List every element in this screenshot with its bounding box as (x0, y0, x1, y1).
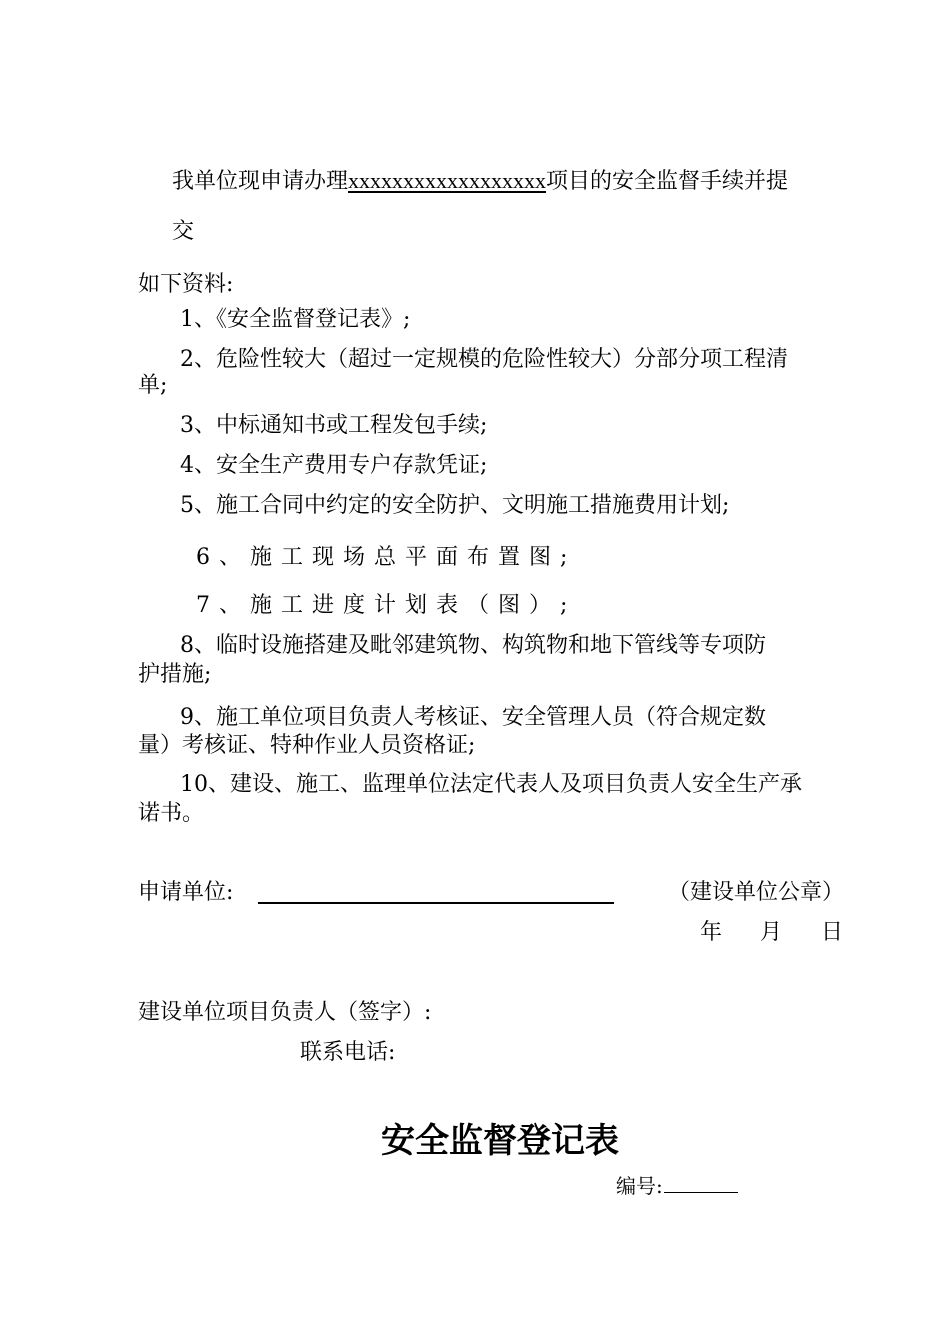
list-item-10-line-2: 诺书。 (138, 801, 205, 826)
project-manager-label: 建设单位项目负责人（签字）: (138, 1000, 432, 1025)
seal-label: （建设单位公章） (668, 880, 845, 905)
intro-text-end: 项目的安全监督手续并提 (546, 169, 789, 194)
list-item-8-line-1: 8、临时设施搭建及毗邻建筑物、构筑物和地下管线等专项防 (180, 633, 766, 658)
phone-label: 联系电话: (300, 1040, 396, 1065)
list-item-4: 4、安全生产费用专户存款凭证; (180, 453, 488, 478)
list-item-2-line-2: 单; (138, 373, 168, 398)
list-item-6: 6、施工现场总平面布置图; (196, 545, 577, 570)
date-year: 年 (700, 920, 723, 945)
list-item-5: 5、施工合同中约定的安全防护、文明施工措施费用计划; (180, 493, 730, 518)
list-item-3: 3、中标通知书或工程发包手续; (180, 413, 488, 438)
list-item-7: 7、施工进度计划表（图）; (196, 593, 577, 618)
intro-text-start: 我单位现申请办理 (172, 169, 349, 194)
form-number-field-line (664, 1192, 738, 1193)
intro-line-1 (172, 168, 788, 195)
date-day: 日 (821, 920, 844, 945)
list-item-9-line-2: 量）考核证、特种作业人员资格证; (138, 733, 476, 758)
list-item-2-line-1: 2、危险性较大（超过一定规模的危险性较大）分部分项工程清 (180, 347, 788, 372)
intro-line-2: 交 (172, 219, 195, 244)
project-name: xxxxxxxxxxxxxxxxxx (348, 168, 547, 193)
list-item-8-line-2: 护措施; (138, 662, 212, 687)
list-item-1: 1、《安全监督登记表》; (180, 307, 411, 332)
applicant-label: 申请单位: (138, 880, 234, 905)
form-number-label: 编号: (616, 1174, 663, 1198)
intro-line-3: 如下资料: (138, 272, 234, 297)
list-item-10-line-1: 10、建设、施工、监理单位法定代表人及项目负责人安全生产承 (180, 772, 802, 797)
list-item-9-line-1: 9、施工单位项目负责人考核证、安全管理人员（符合规定数 (180, 705, 766, 730)
applicant-field-line (258, 902, 614, 904)
form-title: 安全监督登记表 (381, 1121, 619, 1161)
date-month: 月 (760, 920, 783, 945)
